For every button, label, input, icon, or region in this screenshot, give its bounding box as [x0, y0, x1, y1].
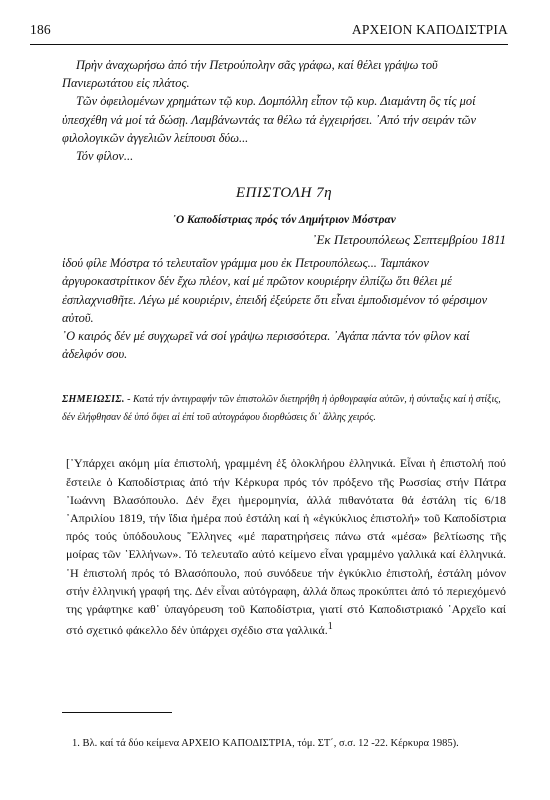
running-header	[30, 22, 508, 38]
letter-title: ΕΠΙΣΤΟΛΗ 7η	[235, 185, 333, 202]
notes-label: ΣΗΜΕΙΩΣΙΣ.	[62, 394, 125, 406]
header-rule	[30, 44, 508, 45]
previous-letter-paragraph: Πρὴν ἀναχωρήσω ἀπό τήν Πετρούπολην σᾶς γράφω, καί θέλει γράψω τοῦ Πανιερωτάτου εἰς πλάτος.	[62, 58, 438, 91]
footnote-marker: 1	[327, 621, 333, 633]
letter-paragraph: ἰδού φίλε Μόστρα τό τελευταῖον γράμμα μου ἐκ Πετρουπόλεως... Ταμπάκον ἀργυροκαστρίτικον δέν ἔχω πλέον, καί μέ πρῶτον κουριέρην ἐλπίζω ὅτι θέλει μέ ἐσπλαχνισθῆτε. Λέγω μέ κουριέριν, ἐπειδή ἐξεύρετε ὅτι εἶναι ἐμποδισμένον τό φέρσιμον αὐτοῦ.	[62, 256, 488, 325]
letter-subtitle: ᾿Ο Καποδίστριας πρός τόν Δημήτριον Μόστραν	[172, 214, 396, 227]
letter-dateline: ᾿Εκ Πετρουπόλεως Σεπτεμβρίου 1811	[312, 232, 506, 248]
page-number: 186	[30, 22, 51, 37]
editorial-paragraph	[66, 454, 506, 639]
page-body	[62, 56, 506, 639]
footnote: 1. Βλ. καί τά δύο κείμενα ΑΡΧΕΙΟ ΚΑΠΟΔΙΣΤΡΙΑ, τόμ. ΣΤ΄, σ.σ. 12 -22. Κέρκυρα 1985).	[72, 738, 459, 749]
previous-letter-closing: Τόν φίλον...	[76, 149, 134, 164]
previous-letter-paragraph: Τῶν ὀφειλομένων χρημάτων τῷ κυρ. Δομπόλλη εἶπον τῷ κυρ. Διαμάντη ὃς τίς μοί ὑπεσχέθη νά μοί τά δώσῃ. Λαμβάνωντάς τα θέλω τά ἐγχειρήσει. ᾿Από τήν σειράν τῶν φιλολογικῶν ἀγγελιῶν λείπουσι δύω...	[62, 94, 477, 145]
running-title: ΑΡΧΕΙΟΝ ΚΑΠΟΔΙΣΤΡΙΑ	[351, 22, 508, 37]
footnote-rule	[62, 712, 172, 713]
editorial-text: [᾿Υπάρχει ακόμη μία ἐπιστολή, γραμμένη ἐξ ὁλοκλήρου ἑλληνικά. Εἶναι ἡ ἐπιστολή πού ἔστειλε ὁ Καποδίστριας ἀπό τήν Κέρκυρα πρός τόν πρόξενο τῆς Ρωσσίας στήν Πάτρα ᾿Ιωάννη Βλασόπουλο. Δέν ἔχει ἡμερομηνία, ἀλλά πιθανότατα θά ἐστάλη τίς 6/18 ᾿Απριλίου 1819, τήν ἴδια ἡμέρα πού ἐστάλη καί ἡ «ἐγκύκλιος ἐπιστολή» τοῦ Καποδίστρια πρός τούς ὑπόδουλους ῞Ελληνες «μέ παρατηρήσεις πάνω στά «μέσα» βελτίωσης τῆς μοίρας τῶν ῾Ελλήνων». Τό τελευταῖο αὐτό κείμενο εἶναι γραμμένο γαλλικά καί ἑλληνικά. ῾Η ἐπιστολή πρός τό Βλασόπουλο, πού συνόδευε τήν ἐγκύκλιο ἐπιστολή, ἐστάλη μόνον στήν ἑλληνική γραφή της. Δέν εἶναι αὐτόγραφη, ἀλλά ὅπως προκύπτει ἀπό τό περιεχόμενό της γράφτηκε καθ᾿ ὑπαγόρευση τοῦ Καποδίστρια, γιατί στό Καποδιστριακό ᾿Αρχεῖο καί στό σχετικό φάκελλο δέν ὑπάρχει σχέδιο στα γαλλικά.	[66, 456, 506, 638]
letter-paragraph: ᾿Ο καιρός δέν μέ συγχωρεῖ νά σοί γράψω περισσότερα. ᾿Αγάπα πάντα τόν φίλον καί ἀδελφόν σου.	[62, 329, 470, 362]
notes-text: - Κατά τήν ἀντιγραφήν τῶν ἐπιστολῶν διετηρήθη ἡ ὀρθογραφία αὐτῶν, ἡ σύνταξις καί ἡ στίξις, δέν ἐλήφθησαν δέ ὑπό ὄψει αἱ ἐπί τοῦ αὐτογράφου διορθώσεις δι᾿ ἄλλης χειρός.	[62, 394, 501, 423]
notes-paragraph	[62, 391, 506, 426]
